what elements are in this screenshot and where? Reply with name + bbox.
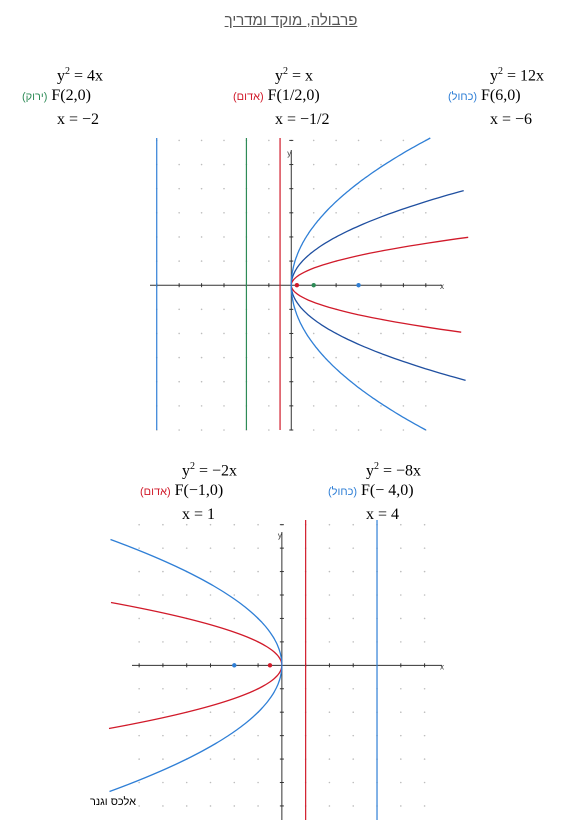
grid-dot (335, 357, 337, 359)
grid-dot (162, 618, 164, 620)
grid-dot (358, 164, 360, 166)
grid-dot (178, 381, 180, 383)
grid-dot (380, 188, 382, 190)
grid-dot (138, 571, 140, 573)
grid-dot (358, 333, 360, 335)
grid-dot (210, 594, 212, 596)
color-label-blue: (כחול) (448, 91, 478, 103)
grid-dot (358, 357, 360, 359)
y-axis-label: y (287, 149, 292, 158)
grid-dot (425, 164, 427, 166)
grid-dot (162, 688, 164, 690)
grid-dot (335, 140, 337, 142)
grid-dot (335, 164, 337, 166)
grid-dot (268, 164, 270, 166)
grid-dot (201, 260, 203, 262)
grid-dot (178, 357, 180, 359)
color-label-red: (אדום) (233, 91, 264, 103)
grid-dot (268, 357, 270, 359)
grid-dot (223, 236, 225, 238)
page-title: פרבולה, מוקד ומדריך (224, 12, 358, 29)
grid-dot (138, 805, 140, 807)
grid-dot (313, 333, 315, 335)
grid-dot (178, 405, 180, 407)
grid-dot (400, 735, 402, 737)
grid-dot (223, 188, 225, 190)
grid-dot (335, 188, 337, 190)
grid-dot (403, 357, 405, 359)
grid-dot (257, 594, 259, 596)
grid-dot (178, 333, 180, 335)
grid-dot (403, 140, 405, 142)
grid-dot (233, 524, 235, 526)
grid-dot (178, 188, 180, 190)
grid-dot (138, 547, 140, 549)
grid-dot (233, 758, 235, 760)
grid-dot (352, 805, 354, 807)
grid-dot (233, 571, 235, 573)
grid-dot (358, 188, 360, 190)
grid-dot (400, 782, 402, 784)
grid-dot (424, 782, 426, 784)
grid-dot (138, 758, 140, 760)
grid-dot (201, 429, 203, 431)
grid-dot (352, 594, 354, 596)
grid-dot (233, 805, 235, 807)
grid-dot (210, 711, 212, 713)
grid-dot (233, 735, 235, 737)
grid-dot (162, 711, 164, 713)
x-axis-label: x (440, 662, 444, 672)
grid-dot (329, 758, 331, 760)
eq-exponent: 2 (498, 66, 503, 77)
grid-dot (233, 711, 235, 713)
grid-dot (223, 429, 225, 431)
grid-dot (186, 594, 188, 596)
grid-dot (201, 140, 203, 142)
grid-dot (425, 381, 427, 383)
grid-dot (352, 571, 354, 573)
grid-dot (186, 805, 188, 807)
grid-dot (162, 758, 164, 760)
focus-point (232, 663, 236, 667)
grid-dot (201, 164, 203, 166)
focus-text: F(1/2,0) (267, 87, 320, 104)
grid-dot (268, 429, 270, 431)
grid-dot (138, 782, 140, 784)
grid-dot (210, 688, 212, 690)
grid-dot (380, 381, 382, 383)
grid-dot (162, 641, 164, 643)
grid-dot (138, 641, 140, 643)
grid-dot (424, 805, 426, 807)
grid-dot (223, 260, 225, 262)
grid-dot (329, 618, 331, 620)
grid-dot (210, 782, 212, 784)
grid-dot (380, 333, 382, 335)
grid-dot (178, 260, 180, 262)
grid-dot (268, 405, 270, 407)
grid-dot (380, 429, 382, 431)
grid-dot (329, 547, 331, 549)
grid-dot (162, 547, 164, 549)
grid-dot (352, 547, 354, 549)
grid-dot (162, 805, 164, 807)
grid-dot (201, 357, 203, 359)
grid-dot (329, 594, 331, 596)
grid-dot (425, 188, 427, 190)
grid-dot (313, 140, 315, 142)
grid-dot (329, 735, 331, 737)
grid-dot (178, 164, 180, 166)
grid-dot (201, 381, 203, 383)
grid-dot (329, 688, 331, 690)
grid-dot (178, 429, 180, 431)
grid-dot (424, 688, 426, 690)
grid-dot (223, 309, 225, 311)
grid-dot (162, 782, 164, 784)
grid-dot (223, 357, 225, 359)
grid-dot (223, 212, 225, 214)
eq-exponent: 2 (65, 66, 70, 77)
grid-dot (186, 641, 188, 643)
directrix-text: x = 1 (182, 506, 216, 523)
grid-dot (186, 735, 188, 737)
eq-rhs: = 12x (503, 67, 545, 85)
grid-dot (352, 758, 354, 760)
grid-dot (352, 641, 354, 643)
grid-dot (403, 164, 405, 166)
grid-dot (162, 735, 164, 737)
eq-lhs: y (366, 462, 374, 480)
grid-dot (358, 309, 360, 311)
grid-dot (138, 618, 140, 620)
focus-text: F(− 4,0) (361, 482, 414, 499)
grid-dot (424, 547, 426, 549)
grid-dot (380, 140, 382, 142)
grid-dot (178, 309, 180, 311)
grid-dot (257, 735, 259, 737)
grid-dot (201, 212, 203, 214)
grid-dot (335, 429, 337, 431)
grid-dot (233, 547, 235, 549)
grid-dot (400, 711, 402, 713)
grid-dot (268, 260, 270, 262)
color-label-red: (אדום) (140, 486, 171, 498)
grid-dot (313, 309, 315, 311)
eq-lhs: y (275, 67, 283, 85)
grid-dot (210, 641, 212, 643)
grid-dot (162, 594, 164, 596)
grid-dot (313, 429, 315, 431)
grid-dot (400, 641, 402, 643)
grid-dot (352, 782, 354, 784)
grid-dot (403, 333, 405, 335)
y-axis-label: y (277, 531, 282, 540)
grid-dot (138, 594, 140, 596)
grid-dot (223, 333, 225, 335)
focus-point (311, 283, 315, 287)
focus-text: F(6,0) (481, 87, 521, 104)
grid-dot (400, 571, 402, 573)
grid-dot (313, 357, 315, 359)
focus-point (295, 283, 299, 287)
grid-dot (403, 381, 405, 383)
directrix-text: x = 4 (366, 506, 400, 523)
eq-exponent: 2 (374, 461, 379, 472)
grid-dot (403, 188, 405, 190)
grid-dot (380, 309, 382, 311)
grid-dot (313, 236, 315, 238)
grid-dot (178, 212, 180, 214)
grid-dot (201, 405, 203, 407)
grid-dot (313, 188, 315, 190)
x-axis-label: x (440, 282, 444, 292)
grid-dot (335, 212, 337, 214)
grid-dot (400, 758, 402, 760)
grid-dot (268, 236, 270, 238)
grid-dot (403, 236, 405, 238)
grid-dot (313, 212, 315, 214)
grid-dot (210, 758, 212, 760)
grid-dot (400, 547, 402, 549)
color-label-blue: (כחול) (328, 486, 358, 498)
grid-dot (329, 805, 331, 807)
grid-dot (257, 805, 259, 807)
grid-dot (186, 782, 188, 784)
grid-dot (352, 711, 354, 713)
grid-dot (358, 381, 360, 383)
grid-dot (257, 547, 259, 549)
grid-dot (223, 140, 225, 142)
grid-dot (233, 618, 235, 620)
grid-dot (178, 140, 180, 142)
grid-dot (380, 405, 382, 407)
eq-lhs: y (182, 462, 190, 480)
grid-dot (425, 309, 427, 311)
equation-block-red-bottom (140, 455, 237, 527)
eq-lhs: y (57, 67, 65, 85)
eq-rhs: = x (288, 67, 314, 85)
grid-dot (424, 735, 426, 737)
eq-lhs: y (490, 67, 498, 85)
grid-dot (425, 236, 427, 238)
grid-dot (257, 524, 259, 526)
grid-dot (400, 688, 402, 690)
grid-dot (352, 735, 354, 737)
grid-dot (424, 758, 426, 760)
grid-dot (424, 641, 426, 643)
grid-dot (268, 333, 270, 335)
grid-dot (223, 164, 225, 166)
eq-rhs: = 4x (70, 67, 104, 85)
grid-dot (268, 140, 270, 142)
directrix-text: x = −6 (490, 111, 533, 128)
grid-dot (380, 260, 382, 262)
grid-dot (210, 547, 212, 549)
grid-dot (380, 236, 382, 238)
grid-dot (223, 405, 225, 407)
grid-dot (268, 188, 270, 190)
grid-dot (257, 758, 259, 760)
equation-block-blue-top (448, 60, 544, 132)
grid-dot (210, 618, 212, 620)
grid-dot (380, 164, 382, 166)
grid-dot (313, 260, 315, 262)
focus-point (356, 283, 360, 287)
grid-dot (210, 735, 212, 737)
directrix-text: x = −2 (57, 111, 100, 128)
grid-dot (425, 405, 427, 407)
grid-dot (352, 618, 354, 620)
grid-dot (233, 688, 235, 690)
equation-block-blue-bottom (328, 455, 421, 527)
grid-dot (201, 333, 203, 335)
grid-dot (186, 688, 188, 690)
grid-dot (329, 782, 331, 784)
grid-dot (223, 381, 225, 383)
grid-dot (400, 805, 402, 807)
grid-dot (210, 571, 212, 573)
grid-dot (210, 805, 212, 807)
author-signature: אלכס וגנר (90, 796, 137, 808)
focus-text: F(2,0) (51, 87, 91, 104)
grid-dot (201, 309, 203, 311)
grid-dot (268, 309, 270, 311)
grid-dot (335, 405, 337, 407)
equation-block-red-top (233, 60, 330, 132)
grid-dot (380, 357, 382, 359)
grid-dot (400, 524, 402, 526)
color-label-green: (ירוק) (22, 91, 48, 103)
grid-dot (313, 164, 315, 166)
grid-dot (329, 571, 331, 573)
eq-exponent: 2 (283, 66, 288, 77)
equation-block-green (22, 60, 103, 132)
grid-dot (358, 212, 360, 214)
grid-dot (329, 524, 331, 526)
grid-dot (186, 524, 188, 526)
directrix-text: x = −1/2 (275, 111, 330, 128)
grid-dot (358, 405, 360, 407)
grid-dot (178, 236, 180, 238)
grid-dot (400, 594, 402, 596)
grid-dot (201, 188, 203, 190)
grid-dot (425, 212, 427, 214)
grid-dot (201, 236, 203, 238)
grid-dot (358, 429, 360, 431)
grid-dot (403, 260, 405, 262)
focus-text: F(−1,0) (174, 482, 224, 499)
grid-dot (403, 405, 405, 407)
grid-dot (210, 524, 212, 526)
grid-dot (162, 571, 164, 573)
grid-dot (257, 571, 259, 573)
grid-dot (335, 381, 337, 383)
grid-dot (138, 711, 140, 713)
grid-dot (313, 381, 315, 383)
grid-dot (138, 524, 140, 526)
top-graph (150, 138, 446, 430)
grid-dot (162, 524, 164, 526)
grid-dot (233, 782, 235, 784)
eq-rhs: = −2x (195, 462, 238, 480)
grid-dot (352, 688, 354, 690)
grid-dot (424, 618, 426, 620)
grid-dot (425, 260, 427, 262)
grid-dot (424, 711, 426, 713)
grid-dot (313, 405, 315, 407)
grid-dot (403, 212, 405, 214)
grid-dot (186, 547, 188, 549)
grid-dot (358, 140, 360, 142)
grid-dot (403, 429, 405, 431)
grid-dot (424, 571, 426, 573)
grid-dot (358, 236, 360, 238)
grid-dot (380, 212, 382, 214)
grid-dot (138, 735, 140, 737)
grid-dot (138, 688, 140, 690)
grid-dot (233, 641, 235, 643)
grid-dot (268, 381, 270, 383)
grid-dot (329, 641, 331, 643)
grid-dot (358, 260, 360, 262)
eq-rhs: = −8x (379, 462, 422, 480)
grid-dot (403, 309, 405, 311)
grid-dot (268, 212, 270, 214)
grid-dot (233, 594, 235, 596)
grid-dot (352, 524, 354, 526)
grid-dot (257, 782, 259, 784)
focus-point (268, 663, 272, 667)
grid-dot (329, 711, 331, 713)
grid-dot (400, 618, 402, 620)
grid-dot (425, 333, 427, 335)
bottom-graph (132, 520, 446, 820)
eq-exponent: 2 (190, 461, 195, 472)
grid-dot (424, 594, 426, 596)
grid-dot (424, 524, 426, 526)
grid-dot (425, 357, 427, 359)
